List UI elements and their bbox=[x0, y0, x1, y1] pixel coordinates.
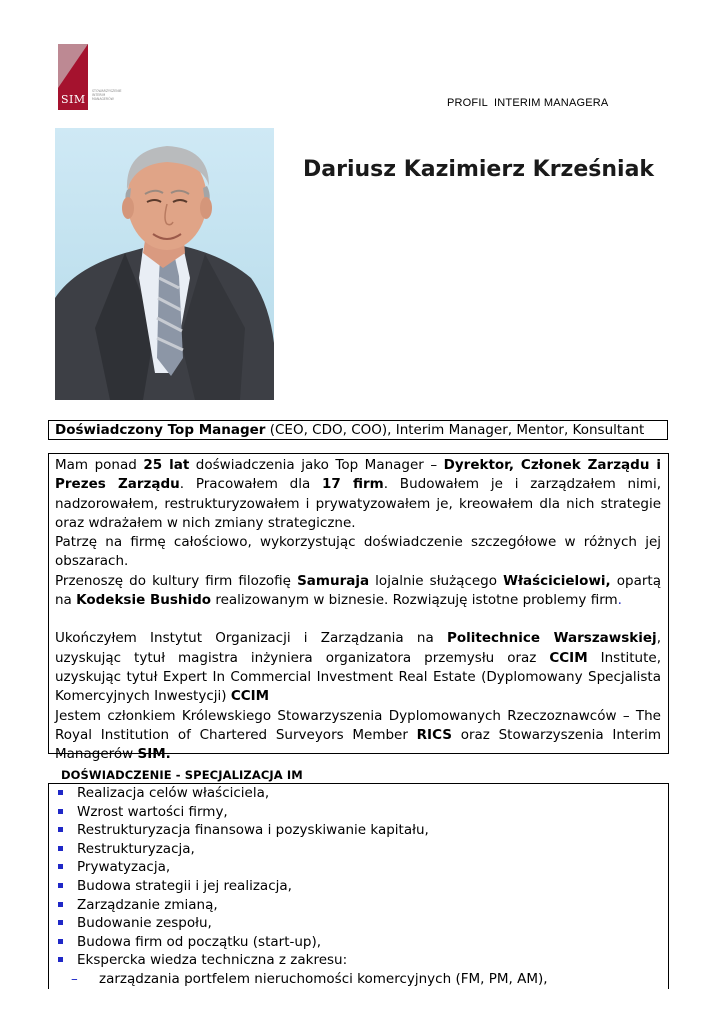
document-header: PROFIL INTERIM MANAGERA bbox=[447, 97, 609, 109]
profile-name: Dariusz Kazimierz Krześniak bbox=[303, 157, 655, 182]
text-segment: Ukończyłem Instytut Organizacji i Zarządzania na bbox=[55, 630, 447, 647]
logo-text: SIM bbox=[61, 93, 86, 106]
experience-item-label: Wzrost wartości firmy, bbox=[77, 803, 228, 820]
square-bullet-icon bbox=[58, 883, 63, 888]
experience-item bbox=[57, 896, 429, 915]
experience-item bbox=[57, 933, 429, 952]
text-segment: CCIM bbox=[230, 688, 270, 705]
experience-item bbox=[57, 877, 429, 896]
profile-photo bbox=[55, 128, 274, 400]
sim-logo bbox=[58, 44, 128, 110]
square-bullet-icon bbox=[58, 957, 63, 962]
experience-item bbox=[57, 821, 429, 840]
text-segment: Przenoszę do kultury firm filozofię bbox=[55, 572, 298, 589]
experience-section-title: DOŚWIADCZENIE - SPECJALIZACJA IM bbox=[61, 768, 303, 782]
summary-bold: Doświadczony Top Manager bbox=[55, 422, 266, 438]
summary-line bbox=[55, 422, 644, 438]
portrait-image bbox=[55, 128, 274, 400]
text-segment: . bbox=[617, 592, 622, 609]
bio-paragraph-4 bbox=[55, 629, 661, 706]
text-segment: , uzyskując tytuł magistra inżyniera organizatora przemysłu oraz bbox=[55, 630, 661, 666]
experience-item-label: Zarządzanie zmianą, bbox=[77, 896, 218, 913]
logo-subtext: STOWARZYSZENIE INTERIM MANAGERÓW bbox=[92, 89, 122, 101]
experience-list bbox=[57, 784, 429, 970]
experience-item bbox=[57, 858, 429, 877]
square-bullet-icon bbox=[58, 809, 63, 814]
text-segment: oraz Stowarzyszenia Interim Managerów bbox=[55, 726, 661, 763]
experience-sublist bbox=[57, 970, 548, 989]
experience-item bbox=[57, 803, 429, 822]
text-segment: 17 firm bbox=[322, 476, 384, 493]
text-segment: Politechnice Warszawskiej bbox=[446, 630, 657, 647]
experience-item bbox=[57, 840, 429, 859]
experience-item bbox=[57, 914, 429, 933]
experience-subitem-label: zarządzania portfelem nieruchomości komercyjnych (FM, PM, AM), bbox=[99, 971, 548, 987]
experience-item-label: Ekspercka wiedza techniczna z zakresu: bbox=[77, 952, 348, 969]
bio-paragraph-5 bbox=[55, 707, 661, 765]
square-bullet-icon bbox=[58, 864, 63, 869]
experience-item bbox=[57, 951, 429, 970]
square-bullet-icon bbox=[58, 920, 63, 925]
text-segment: Samuraja bbox=[297, 572, 370, 589]
experience-item-label: Budowa strategii i jej realizacja, bbox=[77, 877, 292, 894]
summary-box bbox=[48, 420, 668, 440]
bio-paragraph-1 bbox=[55, 456, 661, 533]
text-segment: 25 lat bbox=[143, 457, 190, 473]
square-bullet-icon bbox=[58, 902, 63, 907]
bio-paragraph-3 bbox=[55, 572, 661, 611]
square-bullet-icon bbox=[58, 827, 63, 832]
bio-box bbox=[48, 453, 669, 763]
experience-item-label: Restrukturyzacja, bbox=[77, 840, 195, 857]
text-segment: Mam ponad bbox=[55, 457, 144, 473]
text-segment: opartą na bbox=[55, 572, 661, 609]
text-segment: lojalnie służącego bbox=[369, 572, 504, 589]
experience-item bbox=[57, 784, 429, 803]
square-bullet-icon bbox=[58, 846, 63, 851]
text-segment: doświadczenia jako Top Manager – bbox=[189, 457, 444, 473]
text-segment: Właścicielowi, bbox=[503, 572, 611, 589]
text-segment: . Budowałem je i zarządzałem nimi, nadzorowałem, restrukturyzowałem i prywatyzowałem je, kreowałem dla nich strategie oraz wdrażałem w nich zmiany strategiczne. bbox=[55, 476, 661, 531]
logo-triangle bbox=[58, 44, 88, 88]
text-segment: Dyrektor, Członek Zarządu i Prezes Zarządu bbox=[55, 457, 662, 493]
text-segment: realizowanym w biznesie. Rozwiązuję istotne problemy firm bbox=[211, 592, 618, 609]
summary-rest: (CEO, CDO, COO), Interim Manager, Mentor, Konsultant bbox=[265, 422, 645, 438]
text-segment: RICS bbox=[416, 726, 452, 743]
bio-text bbox=[55, 456, 661, 764]
text-segment: SIM. bbox=[137, 746, 171, 763]
square-bullet-icon bbox=[58, 790, 63, 795]
text-segment: Institute, uzyskując tytuł Expert In Commercial Investment Real Estate (Dyplomowany Specjalista Komercyjnych Inwestycji) bbox=[55, 649, 661, 705]
text-segment: Patrzę na firmę całościowo, wykorzystując doświadczenie szczegółowe w różnych jej obszarach. bbox=[55, 534, 661, 570]
bio-paragraph-2 bbox=[55, 533, 661, 572]
experience-subitem bbox=[57, 970, 548, 989]
text-segment: CCIM bbox=[549, 649, 588, 666]
text-segment: . Pracowałem dla bbox=[179, 476, 323, 493]
experience-box bbox=[48, 783, 669, 989]
experience-item-label: Budowa firm od początku (start-up), bbox=[77, 933, 322, 950]
experience-item-label: Restrukturyzacja finansowa i pozyskiwanie kapitału, bbox=[77, 822, 429, 839]
text-segment: Jestem członkiem Królewskiego Stowarzyszenia Dyplomowanych Rzeczoznawców – The Royal Institution of Chartered Surveyors Member bbox=[55, 707, 661, 743]
experience-item-label: Prywatyzacja, bbox=[77, 859, 171, 876]
dash-bullet-icon: – bbox=[71, 971, 78, 987]
experience-item-label: Budowanie zespołu, bbox=[77, 915, 212, 932]
experience-item-label: Realizacja celów właściciela, bbox=[77, 785, 270, 801]
paragraph-gap bbox=[55, 610, 661, 629]
square-bullet-icon bbox=[58, 939, 63, 944]
text-segment: Kodeksie Bushido bbox=[76, 592, 212, 609]
